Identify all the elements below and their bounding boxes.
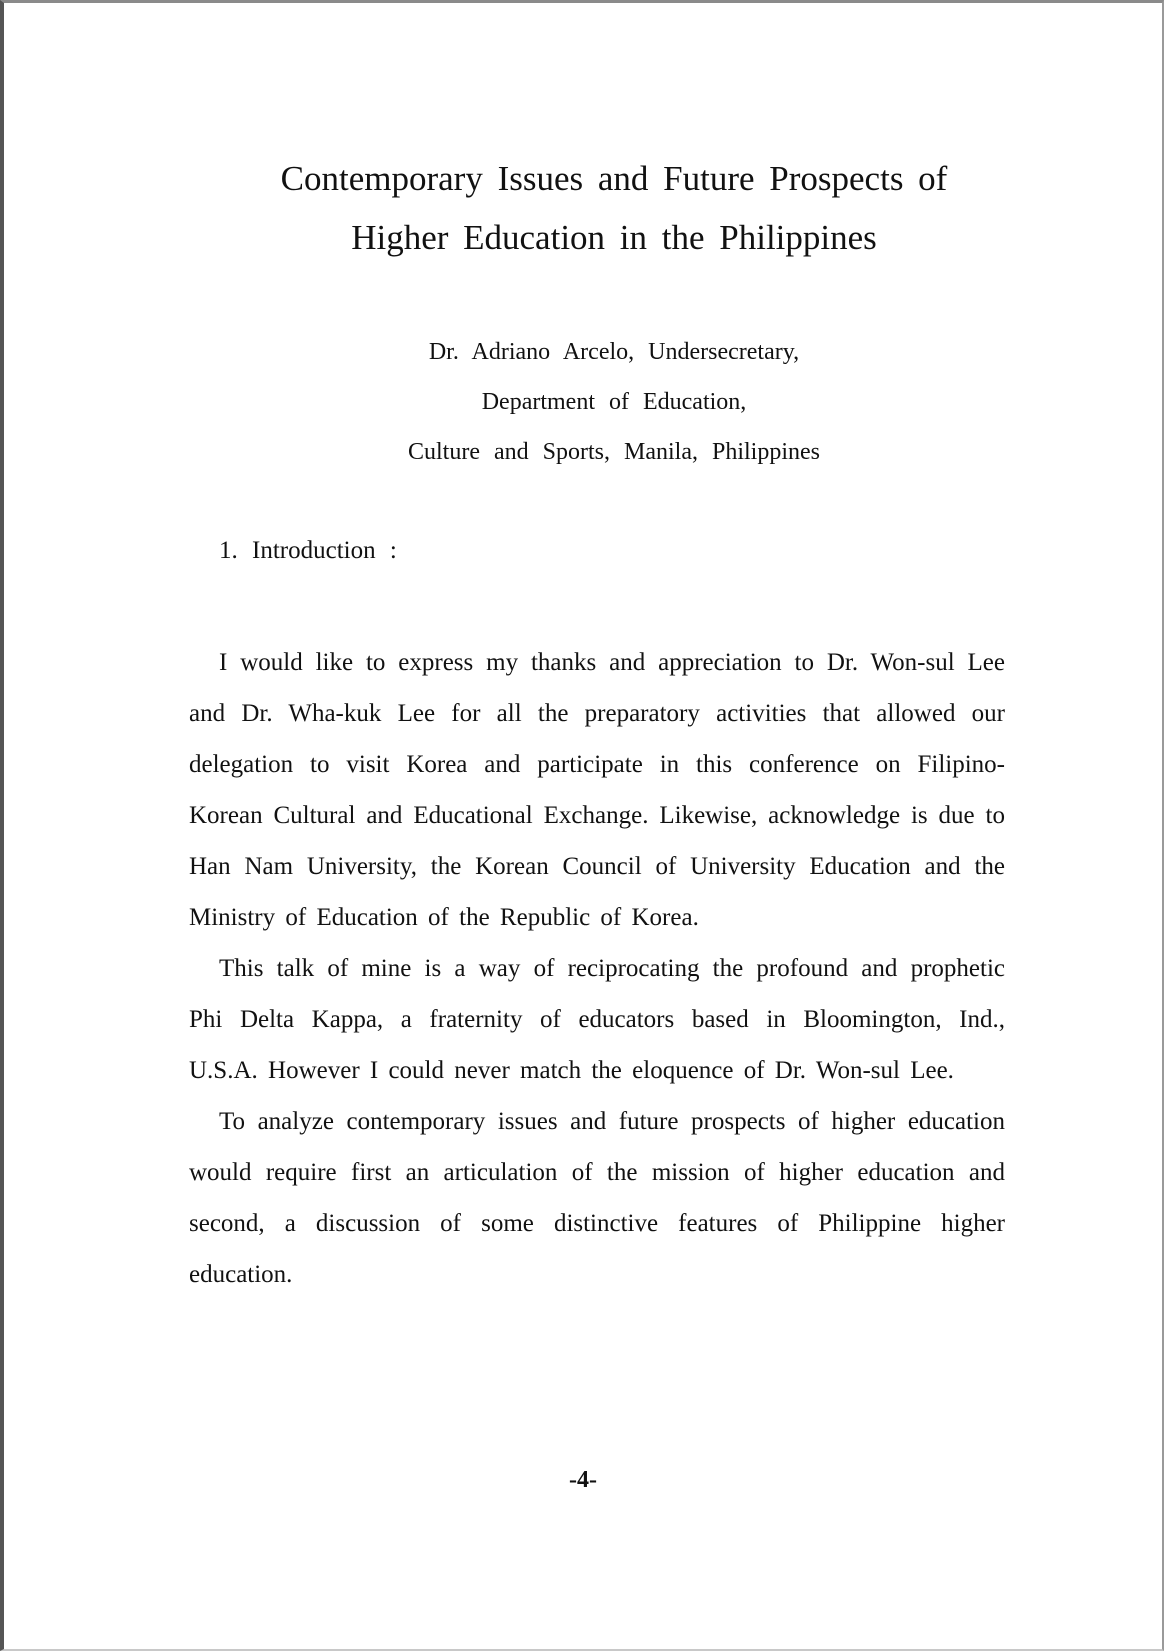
page-number: -4-: [569, 1467, 597, 1493]
section-heading-introduction: 1. Introduction :: [219, 537, 397, 564]
paragraph: I would like to express my thanks and appreciation to Dr. Won-sul Lee and Dr. Wha-kuk Lee for all the preparatory activities that allowed our delegation to visit Korea and participate in this conference on Filipino-Korean Cultural and Educational Exchange. Likewise, acknowledge is due to Han Nam University, the Korean Council of University Education and the Ministry of Education of the Republic of Korea.: [189, 649, 1005, 931]
paragraph: This talk of mine is a way of reciprocating the profound and prophetic Phi Delta Kappa, a fraternity of educators based in Bloomington, Ind., U.S.A. However I could never match the eloquence of Dr. Won-sul Lee.: [189, 955, 1005, 1084]
document-title-line-1: Contemporary Issues and Future Prospects of: [280, 159, 948, 198]
paragraph: To analyze contemporary issues and future prospects of higher education would require first an articulation of the mission of higher education and second, a discussion of some distinctive features of Philippine higher education.: [189, 1108, 1005, 1288]
document-title-line-2: Higher Education in the Philippines: [351, 218, 877, 257]
author-name-line: Dr. Adriano Arcelo, Undersecretary,: [428, 339, 800, 365]
body-text: [189, 637, 1005, 1300]
author-affiliation-line-2: Culture and Sports, Manila, Philippines: [408, 439, 820, 465]
author-affiliation-line-1: Department of Education,: [481, 389, 747, 415]
